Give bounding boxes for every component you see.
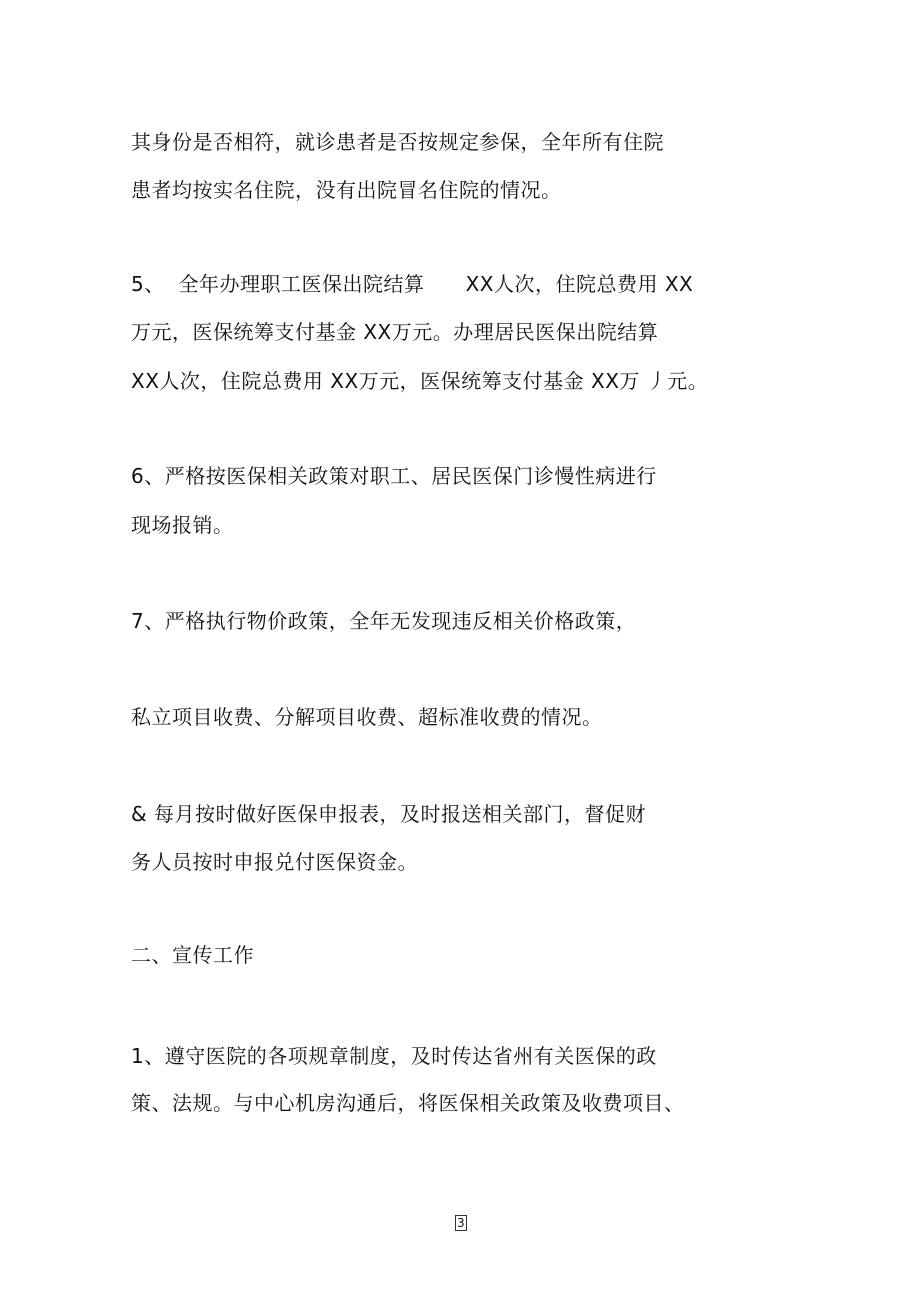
text-line-10: & 每月按时做好医保申报表，及时报送相关部门，督促财 [131, 802, 646, 826]
text-line-1: 其身份是否相符，就诊患者是否按规定参保，全年所有住院 [131, 130, 664, 154]
page-number: 3 [457, 1216, 465, 1230]
text-line-4: 万元，医保统筹支付基金 XX万元。办理居民医保出院结算 [131, 320, 659, 344]
text-line-11: 务人员按时申报兑付医保资金。 [131, 850, 418, 874]
text-line-5: XX人次，住院总费用 XX万元，医保统筹支付基金 XX万 丿元。 [131, 369, 709, 393]
text-line-8: 7、严格执行物价政策，全年无发现违反相关价格政策， [131, 609, 637, 633]
text-line-9: 私立项目收费、分解项目收费、超标准收费的情况。 [131, 705, 603, 729]
text-line-3: 5、 全年办理职工医保出院结算 XX人次，住院总费用 XX [131, 272, 694, 296]
text-line-7: 现场报销。 [131, 513, 234, 537]
text-line-2: 患者均按实名住院，没有出院冒名住院的情况。 [131, 178, 562, 202]
text-line-6: 6、严格按医保相关政策对职工、居民医保门诊慢性病进行 [131, 464, 657, 488]
text-line-13: 策、法规。与中心机房沟通后，将医保相关政策及收费项目、 [131, 1091, 685, 1115]
text-line-12: 1、遵守医院的各项规章制度，及时传达省州有关医保的政 [131, 1044, 657, 1068]
section-heading: 二、宣传工作 [131, 943, 254, 967]
